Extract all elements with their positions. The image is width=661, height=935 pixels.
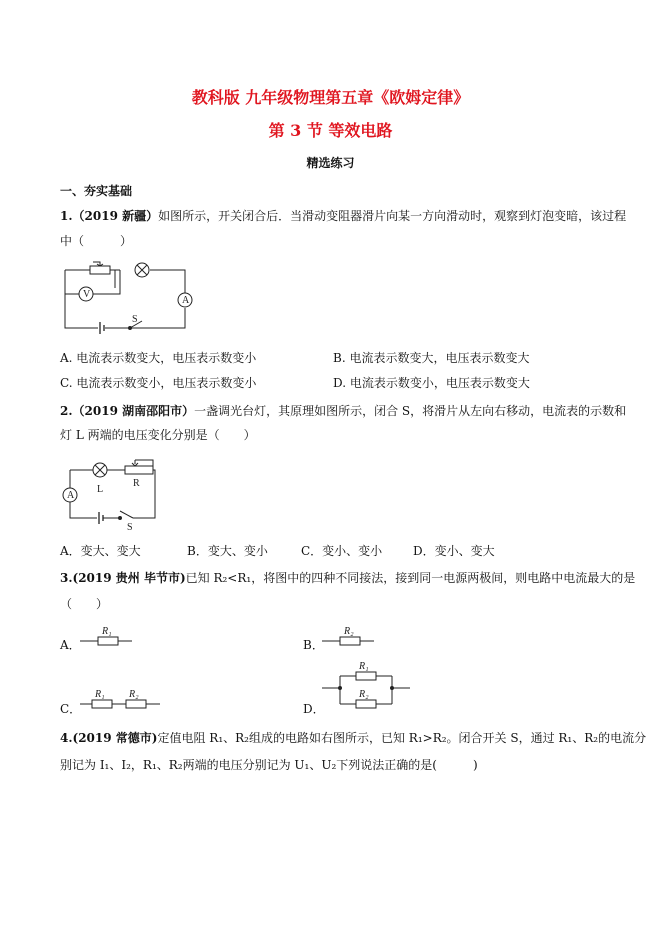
question-text: 一盏调光台灯，其原理如图所示，闭合 S，将滑片从左向右移动，电流表的示数和 <box>194 404 627 418</box>
question-text: 已知 R₂<R₁，将图中的四种不同接法，接到同一电源两极间，则电路中电流最大的是 <box>185 571 636 585</box>
question-text: 定值电阻 R₁、R₂组成的电路如右图所示，已知 R₁>R₂。闭合开关 S，通过 R₁、R₂的电流分 <box>157 731 647 745</box>
ammeter-label: A <box>182 295 190 306</box>
question-1 <box>60 209 626 223</box>
resistor-diagram-a <box>80 625 135 647</box>
question-text-cont: 中（ ） <box>60 234 133 248</box>
option-c[interactable]: C． <box>60 702 82 716</box>
rheostat-label: R <box>133 478 140 489</box>
question-tag: 1.（2019 新疆） <box>60 209 159 223</box>
section-title: 第 3 节 等效电路 <box>268 121 393 140</box>
option-a[interactable]: A． <box>60 638 81 652</box>
question-tag: 2.（2019 湖南邵阳市） <box>60 404 195 418</box>
option-d[interactable]: D．变小、变大 <box>413 544 495 558</box>
voltmeter-label: V <box>83 289 91 300</box>
r2-label: R₂ <box>344 626 354 637</box>
option-c[interactable]: C．变小、变小 <box>301 544 383 558</box>
ammeter-label: A <box>67 490 75 501</box>
r2-label: R₂ <box>359 689 369 700</box>
question-text-cont: （ ） <box>60 597 109 611</box>
option-a[interactable]: A．变大、变大 <box>60 544 141 558</box>
r1-label: R₁ <box>359 661 369 672</box>
circuit-diagram-1 <box>60 258 195 333</box>
question-tag: 4.(2019 常德市) <box>60 731 158 745</box>
question-4 <box>60 731 646 745</box>
option-b[interactable]: B．变大、变小 <box>187 544 268 558</box>
question-text: 如图所示，开关闭合后．当滑动变阻器滑片向某一方向滑动时，观察到灯泡变暗，该过程 <box>158 209 627 223</box>
question-3 <box>60 571 635 585</box>
resistor-diagram-c <box>80 688 170 710</box>
option-b[interactable]: B. 电流表示数变大，电压表示数变大 <box>333 351 530 365</box>
option-c[interactable]: C. 电流表示数变小，电压表示数变小 <box>60 376 257 390</box>
switch-label: S <box>127 522 133 533</box>
r1-label: R₁ <box>102 626 112 637</box>
option-b[interactable]: B． <box>303 638 324 652</box>
option-a[interactable]: A. 电流表示数变大，电压表示数变小 <box>60 351 257 365</box>
resistor-diagram-b <box>322 625 377 647</box>
question-2 <box>60 404 626 418</box>
resistor-diagram-d <box>322 660 412 710</box>
question-tag: 3.(2019 贵州 毕节市) <box>60 571 186 585</box>
exercise-label: 精选练习 <box>306 156 355 170</box>
option-d[interactable]: D． <box>303 702 325 716</box>
part-heading: 一、夯实基础 <box>60 184 133 198</box>
r1-label: R₁ <box>95 689 105 700</box>
option-d[interactable]: D. 电流表示数变小，电压表示数变大 <box>333 376 530 390</box>
question-text-cont: 灯 L 两端的电压变化分别是（ ） <box>60 428 256 442</box>
document-title: 教科版 九年级物理第五章《欧姆定律》 <box>191 88 470 107</box>
question-text-cont: 别记为 I₁、I₂，R₁、R₂两端的电压分别记为 U₁、U₂下列说法正确的是( ) <box>60 758 478 772</box>
lamp-label: L <box>97 484 104 495</box>
switch-label: S <box>132 314 138 325</box>
circuit-diagram-2 <box>55 458 160 533</box>
r2-label: R₂ <box>129 689 139 700</box>
